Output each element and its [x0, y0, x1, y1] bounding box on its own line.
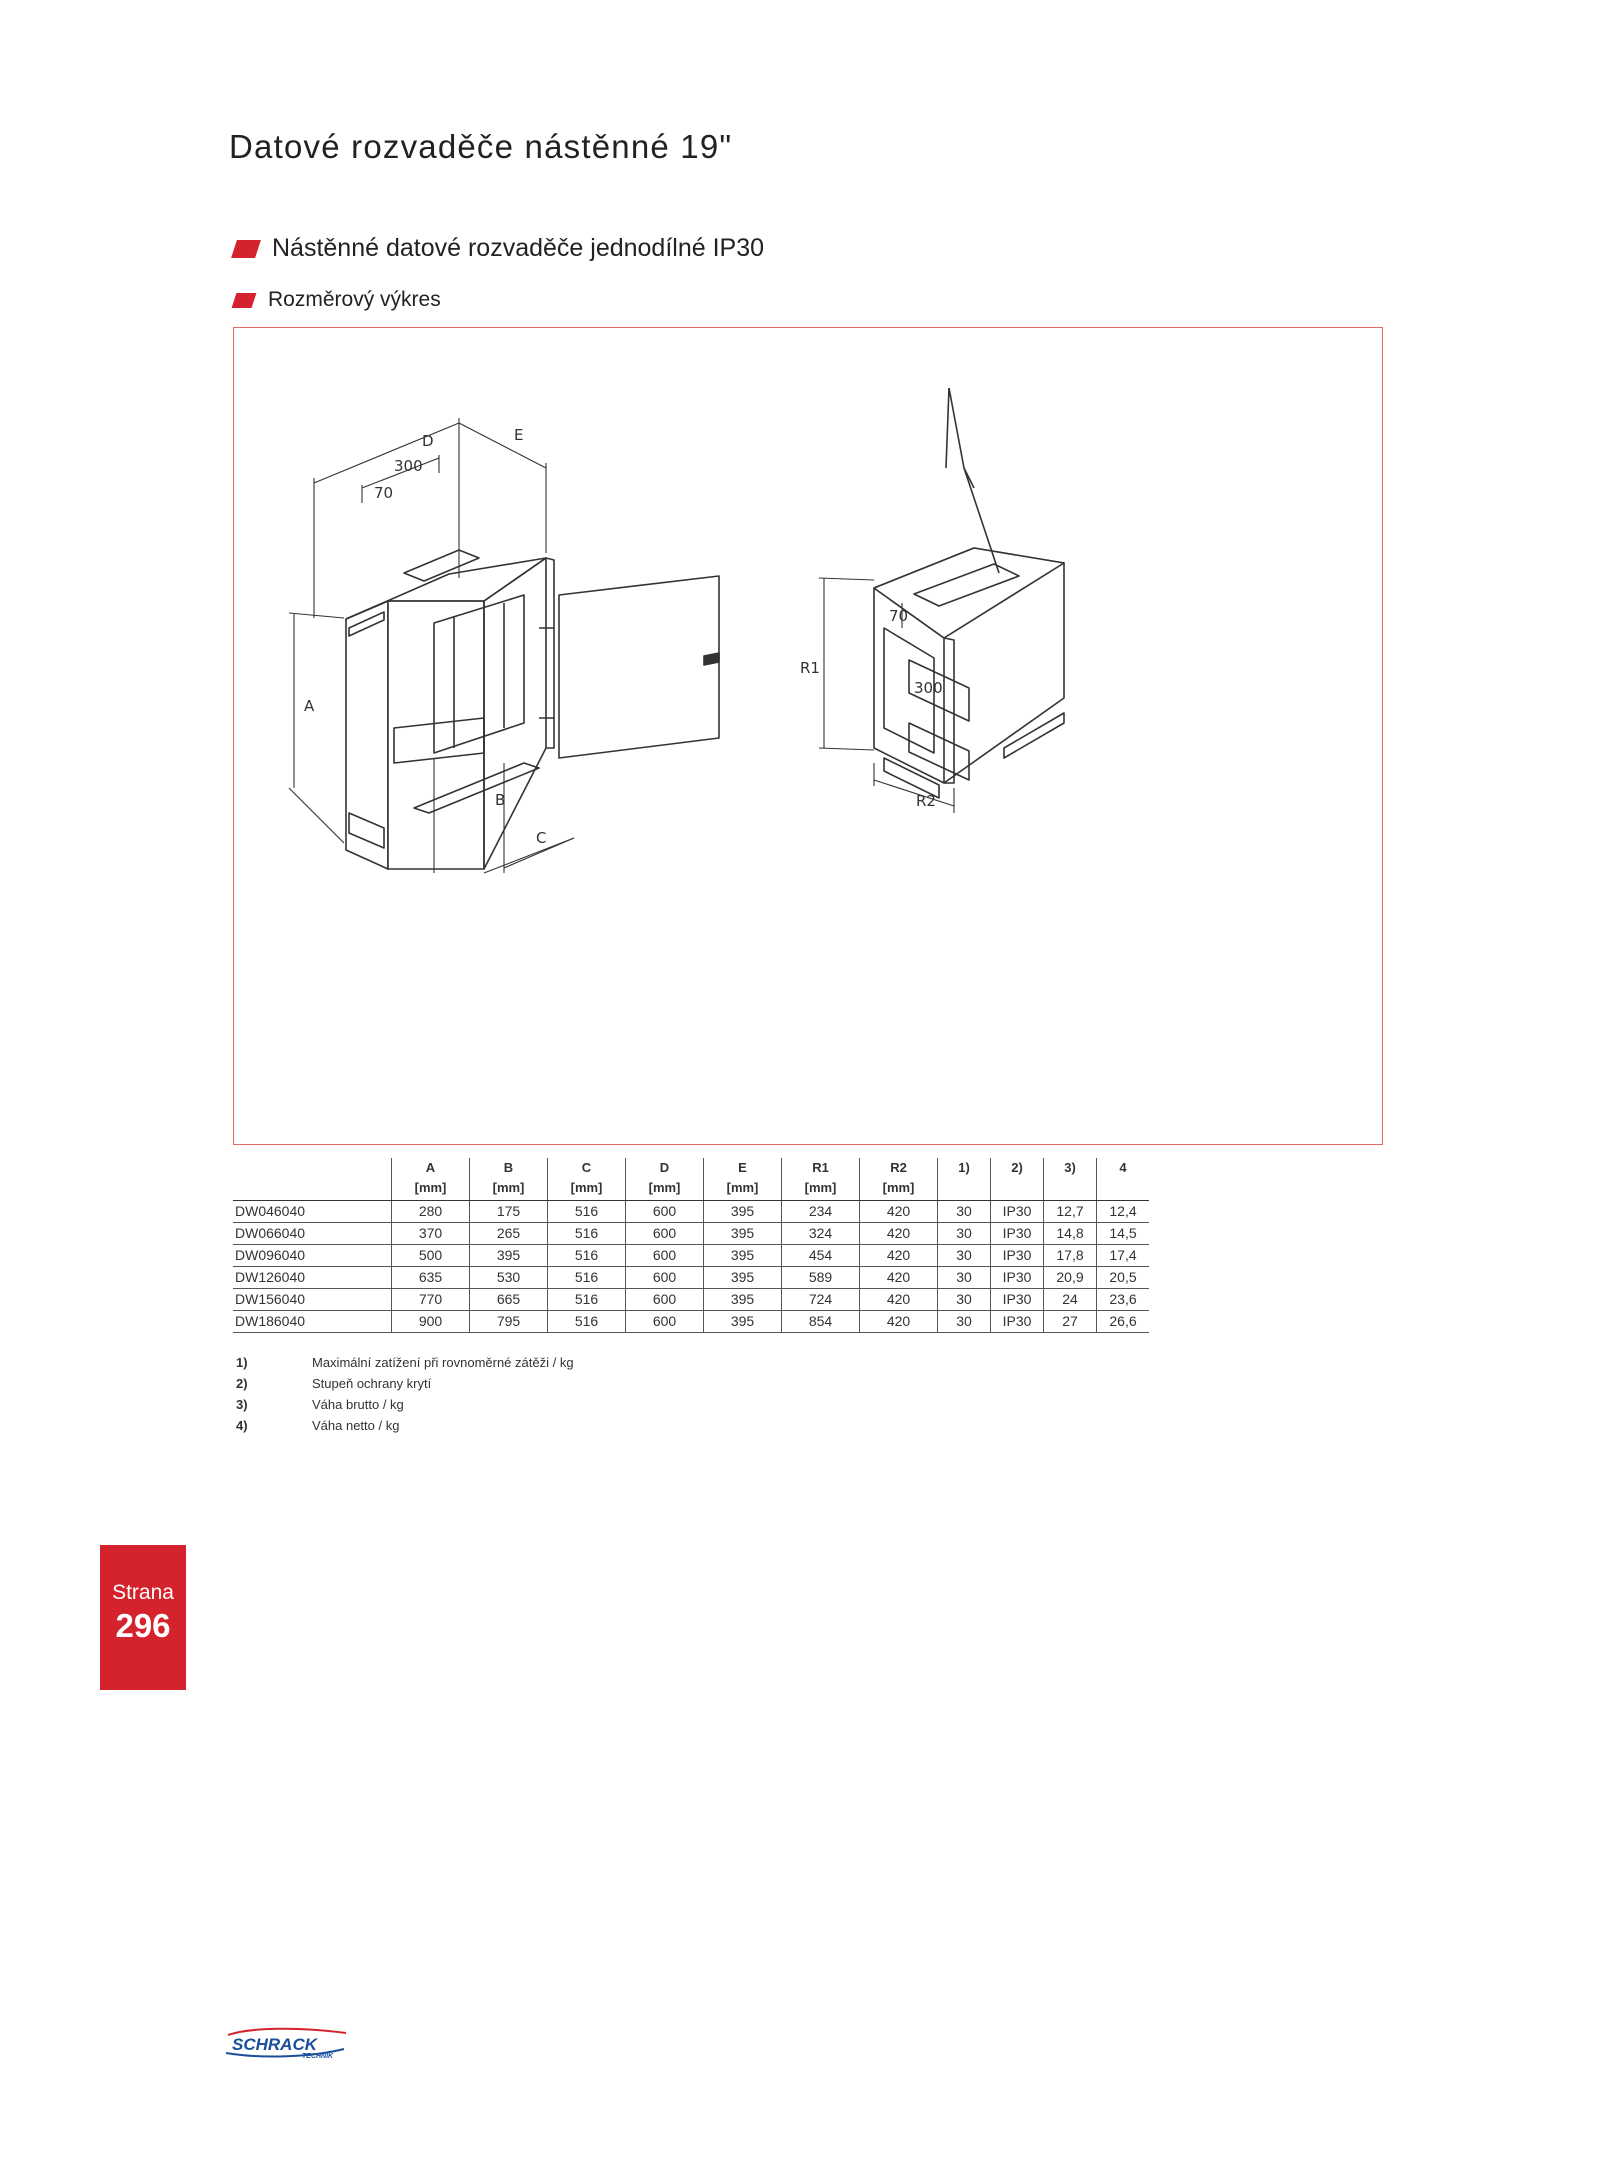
- table-cell: 635: [392, 1267, 470, 1289]
- table-cell-model: DW156040: [233, 1289, 392, 1311]
- red-bullet-icon: [231, 240, 261, 258]
- dim-label-r2: R2: [916, 792, 936, 810]
- table-row: [233, 1289, 1149, 1311]
- footnote-text: Maximální zatížení při rovnoměrné zátěži / kg: [312, 1355, 574, 1370]
- table-header-note4: 4: [1097, 1158, 1150, 1201]
- table-cell: 516: [548, 1267, 626, 1289]
- footnote: [236, 1394, 574, 1415]
- page-label: Strana: [112, 1581, 174, 1604]
- table-header-row: [233, 1158, 1149, 1201]
- dim-label-a: A: [304, 697, 315, 715]
- table-row: [233, 1311, 1149, 1333]
- table-cell: 395: [704, 1289, 782, 1311]
- table-cell: 395: [704, 1267, 782, 1289]
- table-cell: 600: [626, 1201, 704, 1223]
- table-cell: 770: [392, 1289, 470, 1311]
- table-cell: 854: [782, 1311, 860, 1333]
- table-cell: 265: [470, 1223, 548, 1245]
- dim-label-d: D: [422, 432, 434, 450]
- footnote: [236, 1415, 574, 1436]
- table-header-d: D [mm]: [626, 1158, 704, 1201]
- page-title: Datové rozvaděče nástěnné 19": [229, 128, 733, 165]
- table-cell: 30: [938, 1223, 991, 1245]
- dim-label-70-right: 70: [889, 607, 909, 625]
- table-cell: 420: [860, 1201, 938, 1223]
- logo-wordmark: SCHRACK: [232, 2035, 317, 2054]
- footnote-mark: 1): [236, 1355, 248, 1370]
- table-cell: 516: [548, 1289, 626, 1311]
- table-cell: 420: [860, 1223, 938, 1245]
- table-cell: 530: [470, 1267, 548, 1289]
- table-cell: 516: [548, 1201, 626, 1223]
- technical-drawing: [234, 328, 1381, 1143]
- table-cell: 17,4: [1097, 1245, 1150, 1267]
- table-cell: 600: [626, 1245, 704, 1267]
- dim-label-b: B: [495, 791, 506, 809]
- table-cell: 665: [470, 1289, 548, 1311]
- dim-label-r1: R1: [800, 659, 820, 677]
- table-cell: 395: [704, 1311, 782, 1333]
- table-row: [233, 1223, 1149, 1245]
- table-cell: 20,5: [1097, 1267, 1150, 1289]
- table-cell-model: DW046040: [233, 1201, 392, 1223]
- table-row: [233, 1201, 1149, 1223]
- table-header-a: A [mm]: [392, 1158, 470, 1201]
- footnote-text: Stupeň ochrany krytí: [312, 1376, 432, 1391]
- table-cell: 724: [782, 1289, 860, 1311]
- table-cell: 395: [704, 1223, 782, 1245]
- table-cell-model: DW066040: [233, 1223, 392, 1245]
- dimension-table: [233, 1158, 1149, 1333]
- footnote-text: Váha netto / kg: [312, 1418, 400, 1433]
- table-cell: 23,6: [1097, 1289, 1150, 1311]
- table-cell: 20,9: [1044, 1267, 1097, 1289]
- drawing-heading-text: Rozměrový výkres: [268, 288, 441, 311]
- table-cell: 24: [1044, 1289, 1097, 1311]
- table-header-note2: 2): [991, 1158, 1044, 1201]
- table-cell: 600: [626, 1311, 704, 1333]
- table-cell: 27: [1044, 1311, 1097, 1333]
- table-cell: IP30: [991, 1201, 1044, 1223]
- table-cell: 795: [470, 1311, 548, 1333]
- table-cell: IP30: [991, 1311, 1044, 1333]
- table-cell: 395: [704, 1201, 782, 1223]
- table-cell: 175: [470, 1201, 548, 1223]
- dim-label-e: E: [514, 426, 524, 444]
- footnote-text: Váha brutto / kg: [312, 1397, 404, 1412]
- red-bullet-icon: [232, 293, 257, 308]
- table-cell-model: DW096040: [233, 1245, 392, 1267]
- drawing-heading: [234, 288, 441, 312]
- table-cell: 26,6: [1097, 1311, 1150, 1333]
- table-cell: 17,8: [1044, 1245, 1097, 1267]
- footnote-mark: 3): [236, 1397, 248, 1412]
- schrack-logo: [222, 2025, 352, 2066]
- footnote-mark: 2): [236, 1376, 248, 1391]
- table-cell: 600: [626, 1289, 704, 1311]
- table-cell: 370: [392, 1223, 470, 1245]
- table-cell: 395: [470, 1245, 548, 1267]
- table-cell: 395: [704, 1245, 782, 1267]
- table-cell: 12,4: [1097, 1201, 1150, 1223]
- table-header-note1: 1): [938, 1158, 991, 1201]
- table-header-c: C [mm]: [548, 1158, 626, 1201]
- section-heading: [234, 234, 764, 263]
- dim-label-300-right: 300: [914, 679, 943, 697]
- table-cell: 600: [626, 1223, 704, 1245]
- footnotes: [236, 1352, 574, 1436]
- table-cell: 516: [548, 1245, 626, 1267]
- table-cell: 14,8: [1044, 1223, 1097, 1245]
- table-header-b: B [mm]: [470, 1158, 548, 1201]
- table-cell: 500: [392, 1245, 470, 1267]
- table-cell: 14,5: [1097, 1223, 1150, 1245]
- footnote: [236, 1373, 574, 1394]
- table-cell: 600: [626, 1267, 704, 1289]
- table-cell: 454: [782, 1245, 860, 1267]
- table-cell-model: DW186040: [233, 1311, 392, 1333]
- cabinet-rear-view: [874, 388, 1064, 798]
- table-cell: IP30: [991, 1245, 1044, 1267]
- table-cell: 280: [392, 1201, 470, 1223]
- dimension-drawing: [233, 327, 1383, 1145]
- table-cell: 30: [938, 1201, 991, 1223]
- dim-label-70-left: 70: [374, 484, 394, 502]
- logo-subtext: TECHNIK: [302, 2053, 334, 2060]
- table-cell: IP30: [991, 1289, 1044, 1311]
- table-cell: 420: [860, 1245, 938, 1267]
- table-header-e: E [mm]: [704, 1158, 782, 1201]
- table-cell: 420: [860, 1267, 938, 1289]
- dim-label-300-left: 300: [394, 457, 423, 475]
- table-cell: 516: [548, 1311, 626, 1333]
- footnote: [236, 1352, 574, 1373]
- table-header-r2: R2 [mm]: [860, 1158, 938, 1201]
- footnote-mark: 4): [236, 1418, 248, 1433]
- table-cell-model: DW126040: [233, 1267, 392, 1289]
- table-cell: 324: [782, 1223, 860, 1245]
- table-cell: IP30: [991, 1223, 1044, 1245]
- table-cell: 30: [938, 1245, 991, 1267]
- section-heading-text: Nástěnné datové rozvaděče jednodílné IP30: [272, 234, 765, 262]
- table-cell: 589: [782, 1267, 860, 1289]
- table-header-r1: R1 [mm]: [782, 1158, 860, 1201]
- table-cell: 30: [938, 1289, 991, 1311]
- table-cell: 420: [860, 1289, 938, 1311]
- table-cell: 30: [938, 1267, 991, 1289]
- table-cell: IP30: [991, 1267, 1044, 1289]
- table-cell: 234: [782, 1201, 860, 1223]
- dim-label-c: C: [536, 829, 547, 847]
- page-number-badge: [100, 1545, 186, 1690]
- table-cell: 420: [860, 1311, 938, 1333]
- table-header-model: [233, 1158, 392, 1201]
- table-header-note3: 3): [1044, 1158, 1097, 1201]
- table-cell: 900: [392, 1311, 470, 1333]
- table-row: [233, 1267, 1149, 1289]
- page-number: 296: [115, 1607, 171, 1644]
- table-cell: 30: [938, 1311, 991, 1333]
- table-cell: 516: [548, 1223, 626, 1245]
- cabinet-open-door: [346, 550, 719, 869]
- table-cell: 12,7: [1044, 1201, 1097, 1223]
- table-row: [233, 1245, 1149, 1267]
